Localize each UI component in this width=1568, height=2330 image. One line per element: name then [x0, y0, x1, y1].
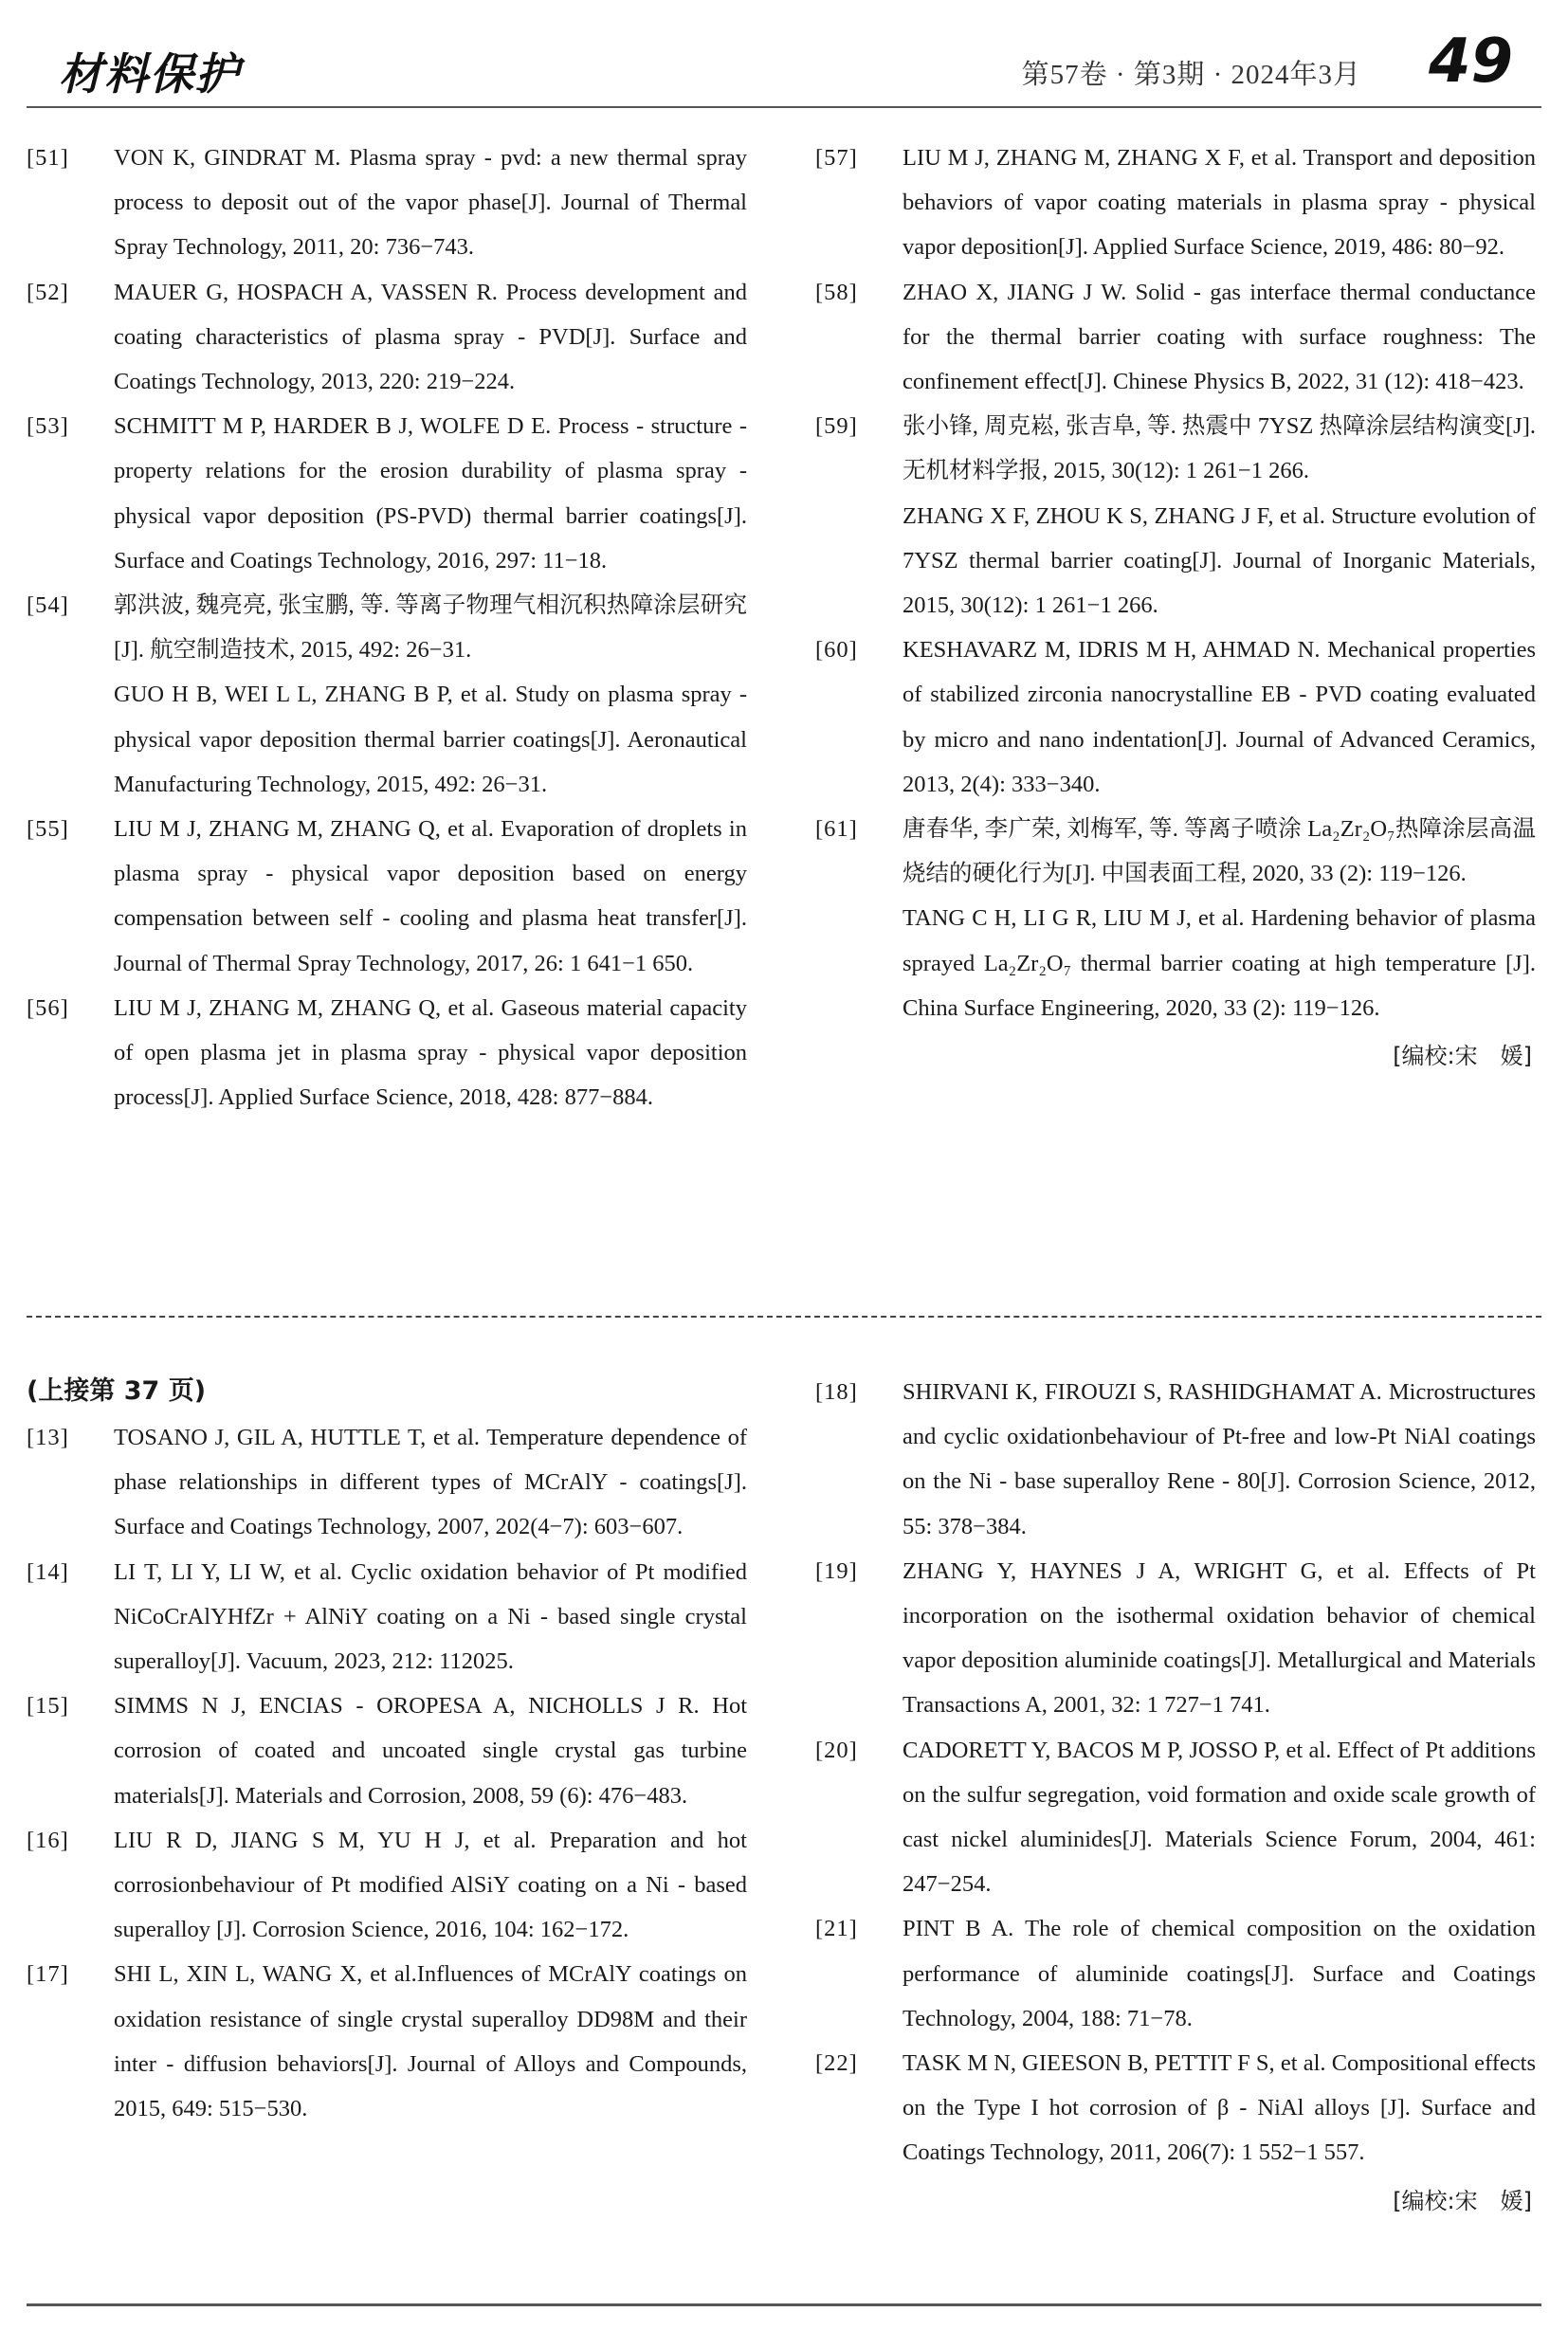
- references-bottom-left-wrap: [27, 1370, 747, 2131]
- reference-text: [114, 1952, 747, 2131]
- reference-entry: [815, 2041, 1536, 2175]
- reference-number: [16]: [27, 1827, 69, 1853]
- reference-text: [114, 986, 747, 1120]
- reference-citation: LIU M J, ZHANG M, ZHANG Q, et al. Gaseous material capacity of open plasma jet in plasma spray - physical vapor deposition process[J]. Applied Surface Science, 2018, 428: 877−884.: [114, 994, 747, 1111]
- reference-citation: TANG C H, LI G R, LIU M J, et al. Hardening behavior of plasma sprayed La₂Zr₂O₇ thermal barrier coating at high temperature [J]. China Surface Engineering, 2020, 33 (2): 119−126.: [903, 905, 1536, 1021]
- reference-citation: VON K, GINDRAT M. Plasma spray - pvd: a new thermal spray process to deposit out of the vapor phase[J]. Journal of Thermal Spray Technology, 2011, 20: 736−743.: [114, 145, 747, 261]
- reference-entry: [815, 1549, 1536, 1728]
- reference-text: [114, 1684, 747, 1818]
- reference-text: [114, 1818, 747, 1953]
- reference-number: [59]: [815, 413, 858, 440]
- reference-number: [60]: [815, 637, 858, 664]
- reference-number: [55]: [27, 816, 69, 843]
- reference-text: [903, 1906, 1536, 2041]
- page-header: [27, 27, 1541, 104]
- reference-number: [61]: [815, 816, 858, 843]
- reference-text: [114, 807, 747, 986]
- reference-citation: PINT B A. The role of chemical composition on the oxidation performance of aluminide coatings[J]. Surface and Coatings Technology, 2004, 188: 71−78.: [903, 1916, 1536, 2031]
- reference-text: [903, 807, 1536, 1030]
- reference-entry: [27, 270, 747, 405]
- reference-citation: MAUER G, HOSPACH A, VASSEN R. Process development and coating characteristics of plasma spray - PVD[J]. Surface and Coatings Technology, 2013, 220: 219−224.: [114, 279, 747, 395]
- reference-entry: [27, 404, 747, 583]
- reference-number: [19]: [815, 1557, 858, 1584]
- reference-entry: [815, 136, 1536, 270]
- reference-citation: KESHAVARZ M, IDRIS M H, AHMAD N. Mechanical properties of stabilized zirconia nanocrystalline EB - PVD coating evaluated by micro and nano indentation[J]. Journal of Advanced Ceramics, 2013, 2(4): 333−340.: [903, 637, 1536, 797]
- journal-logo: 材料保护: [59, 48, 241, 100]
- reference-citation: LI T, LI Y, LI W, et al. Cyclic oxidation behavior of Pt modified NiCoCrAlYHfZr + AlNiY coating on a Ni - based single crystal superalloy[J]. Vacuum, 2023, 212: 112025.: [114, 1558, 747, 1675]
- reference-number: [14]: [27, 1558, 69, 1585]
- header-rule: [27, 106, 1541, 108]
- reference-text: [114, 1550, 747, 1684]
- footer-rule: [27, 2303, 1541, 2306]
- reference-entry: [27, 1818, 747, 1953]
- reference-text: [114, 583, 747, 807]
- reference-citation: GUO H B, WEI L L, ZHANG B P, et al. Study on plasma spray - physical vapor deposition thermal barrier coatings[J]. Aeronautical Manufacturing Technology, 2015, 492: 26−31.: [114, 682, 747, 797]
- reference-text: [903, 136, 1536, 270]
- reference-citation: 郭洪波, 魏亮亮, 张宝鹏, 等. 等离子物理气相沉积热障涂层研究[J]. 航空制造技术, 2015, 492: 26−31.: [114, 592, 747, 664]
- reference-number: [20]: [815, 1737, 858, 1763]
- reference-number: [54]: [27, 592, 69, 619]
- reference-citation: ZHANG Y, HAYNES J A, WRIGHT G, et al. Effects of Pt incorporation on the isothermal oxidation behavior of chemical vapor deposition aluminide coatings[J]. Metallurgical and Materials Transactions A, 2001, 32: 1 727−1 741.: [903, 1557, 1536, 1719]
- reference-entry: [815, 270, 1536, 405]
- reference-entry: [27, 1415, 747, 1550]
- page-number: 49: [1428, 27, 1513, 97]
- continued-from-label: (上接第 37 页): [27, 1376, 207, 1406]
- reference-entry: [815, 1370, 1536, 1549]
- reference-citation: 张小锋, 周克崧, 张吉阜, 等. 热震中 7YSZ 热障涂层结构演变[J]. 无机材料学报, 2015, 30(12): 1 261−1 266.: [903, 413, 1536, 484]
- references-bottom-right: [815, 1370, 1536, 2175]
- reference-entry: [815, 807, 1536, 1030]
- editor-credit: [编校:宋 媛]: [1393, 1043, 1532, 1070]
- reference-entry: [27, 986, 747, 1120]
- reference-entry: [27, 136, 747, 270]
- reference-citation: LIU R D, JIANG S M, YU H J, et al. Preparation and hot corrosionbehaviour of Pt modified AlSiY coating on a Ni - based superalloy [J]. Corrosion Science, 2016, 104: 162−172.: [114, 1827, 747, 1943]
- reference-entry: [815, 1906, 1536, 2041]
- reference-text: [903, 404, 1536, 628]
- reference-number: [53]: [27, 413, 69, 440]
- reference-citation: LIU M J, ZHANG M, ZHANG Q, et al. Evaporation of droplets in plasma spray - physical vapor deposition based on energy compensation between self - cooling and plasma heat transfer[J]. Journal of Thermal Spray Technology, 2017, 26: 1 641−1 650.: [114, 816, 747, 976]
- reference-number: [17]: [27, 1961, 69, 1988]
- reference-citation: SCHMITT M P, HARDER B J, WOLFE D E. Process - structure - property relations for the erosion durability of plasma spray - physical vapor deposition (PS-PVD) thermal barrier coatings[J]. Surface and Coatings Technology, 2016, 297: 11−18.: [114, 413, 747, 573]
- reference-text: [903, 1370, 1536, 1549]
- reference-citation: CADORETT Y, BACOS M P, JOSSO P, et al. Effect of Pt additions on the sulfur segregation, void formation and oxide scale growth of cast nickel aluminides[J]. Materials Science Forum, 2004, 461: 247−254.: [903, 1737, 1536, 1898]
- reference-entry: [27, 1550, 747, 1684]
- reference-text: [114, 136, 747, 270]
- reference-text: [114, 1415, 747, 1550]
- reference-citation: TASK M N, GIEESON B, PETTIT F S, et al. Compositional effects on the Type I hot corrosion of β - NiAl alloys [J]. Surface and Coatings Technology, 2011, 206(7): 1 552−1 557.: [903, 2050, 1536, 2166]
- references-top-right: [815, 136, 1536, 1030]
- reference-entry: [815, 1728, 1536, 1907]
- reference-citation: SHIRVANI K, FIROUZI S, RASHIDGHAMAT A. Microstructures and cyclic oxidationbehaviour of Pt-free and low-Pt NiAl coatings on the Ni - base superalloy Rene - 80[J]. Corrosion Science, 2012, 55: 378−384.: [903, 1379, 1536, 1539]
- reference-number: [57]: [815, 145, 858, 171]
- references-top-left: [27, 136, 747, 1119]
- reference-citation: SHI L, XIN L, WANG X, et al.Influences of MCrAlY coatings on oxidation resistance of single crystal superalloy DD98M and their inter - diffusion behaviors[J]. Journal of Alloys and Compounds, 2015, 649: 515−530.: [114, 1961, 747, 2122]
- reference-citation: LIU M J, ZHANG M, ZHANG X F, et al. Transport and deposition behaviors of vapor coating materials in plasma spray - physical vapor deposition[J]. Applied Surface Science, 2019, 486: 80−92.: [903, 145, 1536, 261]
- reference-citation: SIMMS N J, ENCIAS - OROPESA A, NICHOLLS J R. Hot corrosion of coated and uncoated single crystal gas turbine materials[J]. Materials and Corrosion, 2008, 59 (6): 476−483.: [114, 1693, 747, 1809]
- reference-entry: [27, 583, 747, 807]
- reference-number: [15]: [27, 1693, 69, 1720]
- reference-number: [52]: [27, 279, 69, 305]
- reference-number: [58]: [815, 279, 858, 305]
- reference-entry: [815, 404, 1536, 628]
- reference-entry: [27, 1684, 747, 1818]
- reference-number: [22]: [815, 2050, 858, 2077]
- reference-entry: [815, 628, 1536, 807]
- reference-number: [21]: [815, 1916, 858, 1942]
- reference-text: [903, 1549, 1536, 1728]
- reference-number: [13]: [27, 1425, 69, 1450]
- reference-text: [903, 2041, 1536, 2175]
- references-top-right-wrap: [815, 136, 1536, 1079]
- reference-number: [18]: [815, 1379, 858, 1405]
- reference-citation: ZHANG X F, ZHOU K S, ZHANG J F, et al. Structure evolution of 7YSZ thermal barrier coating[J]. Journal of Inorganic Materials, 2015, 30(12): 1 261−1 266.: [903, 502, 1536, 619]
- reference-entry: [27, 807, 747, 986]
- references-bottom-right-wrap: [815, 1370, 1536, 2224]
- editor-credit: [编校:宋 媛]: [1393, 2187, 1532, 2214]
- reference-text: [903, 628, 1536, 807]
- reference-citation: ZHAO X, JIANG J W. Solid - gas interface thermal conductance for the thermal barrier coating with surface roughness: The confinement effect[J]. Chinese Physics B, 2022, 31 (12): 418−423.: [903, 279, 1536, 395]
- section-divider: [27, 1316, 1541, 1318]
- reference-citation: 唐春华, 李广荣, 刘梅军, 等. 等离子喷涂 La₂Zr₂O₇热障涂层高温烧结的硬化行为[J]. 中国表面工程, 2020, 33 (2): 119−126.: [903, 816, 1536, 887]
- reference-text: [114, 270, 747, 405]
- reference-number: [51]: [27, 145, 69, 171]
- references-bottom-left: [27, 1415, 747, 2131]
- reference-text: [114, 404, 747, 583]
- reference-text: [903, 1728, 1536, 1907]
- reference-citation: TOSANO J, GIL A, HUTTLE T, et al. Temperature dependence of phase relationships in different types of MCrAlY - coatings[J]. Surface and Coatings Technology, 2007, 202(4−7): 603−607.: [114, 1425, 747, 1540]
- issue-info: 第57卷 · 第3期 · 2024年3月: [1021, 60, 1361, 90]
- reference-number: [56]: [27, 994, 69, 1021]
- reference-text: [903, 270, 1536, 405]
- reference-entry: [27, 1952, 747, 2131]
